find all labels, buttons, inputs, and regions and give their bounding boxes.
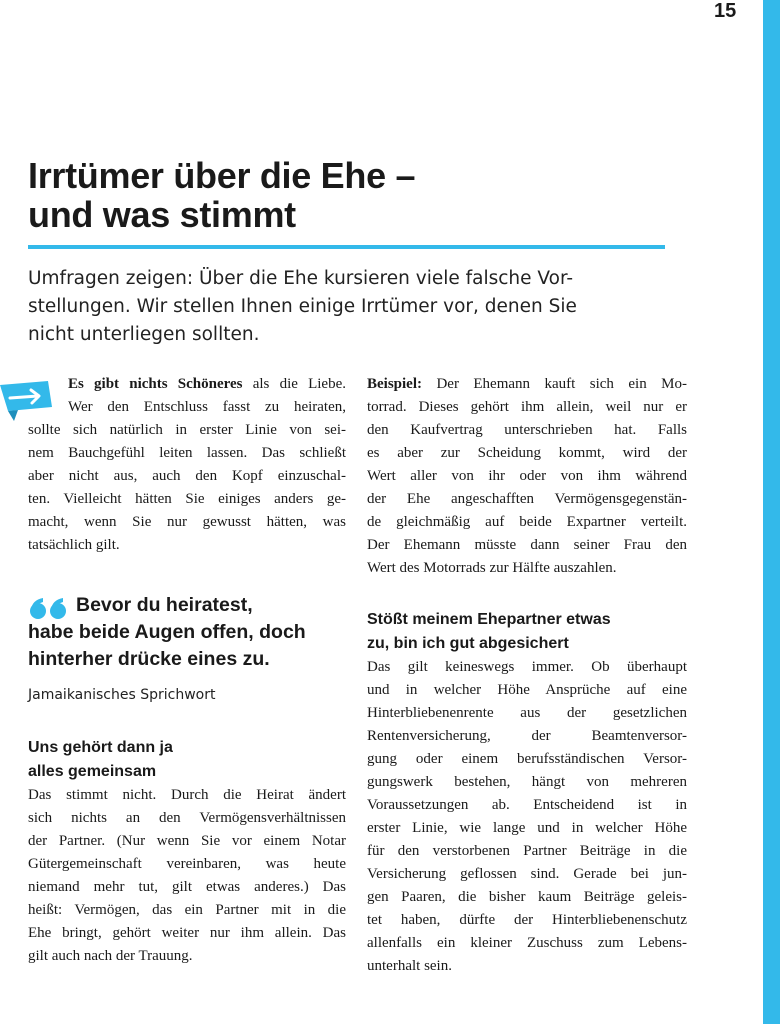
section-heading: Uns gehört dann ja alles gemeinsam xyxy=(28,739,173,780)
section-line: gung oder einem berufsständischen Versor- xyxy=(367,751,687,767)
quote-source: Jamaikanisches Sprichwort xyxy=(28,687,216,703)
quote-line: habe beide Augen offen, doch xyxy=(28,621,306,643)
section-heading: Stößt meinem Ehepartner etwas zu, bin ich gut abgesichert xyxy=(367,611,611,652)
example-line: Beispiel: Der Ehemann kauft sich ein Mo- xyxy=(367,376,687,392)
intro-line: Wer den Entschluss fasst zu heiraten, xyxy=(68,399,346,415)
example-line: den Kaufvertrag unterschrieben hat. Falls xyxy=(367,422,687,438)
arrow-right-icon xyxy=(0,381,56,421)
intro-paragraph xyxy=(28,373,346,557)
section-abgesichert xyxy=(367,608,687,978)
intro-line: sollte sich natürlich in erster Linie von sei- xyxy=(28,422,346,438)
title-line-1: Irrtümer über die Ehe – xyxy=(28,155,416,196)
example-line: torrad. Dieses gehört ihm allein, weil nur er xyxy=(367,399,687,415)
lead-line: nicht unterliegen sollten. xyxy=(28,324,260,345)
section-gemeinsam xyxy=(28,736,346,968)
example-line: Der Ehemann müsste dann seiner Frau den xyxy=(367,537,687,553)
section-line: niemand mehr tut, gilt etwas anderes.) Das xyxy=(28,879,346,895)
section-line: gilt auch nach der Trauung. xyxy=(28,948,193,964)
section-line: der Partner. (Nur wenn Sie vor einem Notar xyxy=(28,833,346,849)
title-rule xyxy=(28,245,665,249)
section-line: Voraussetzungen ab. Entscheidend ist in xyxy=(367,797,687,813)
left-column xyxy=(28,373,346,968)
intro-line: aber nicht aus, auch den Kopf einzuschal- xyxy=(28,468,346,484)
section-line: Hinterbliebenenrente aus der gesetzlichen xyxy=(367,705,687,721)
section-line: heißt: Vermögen, das ein Partner mit in die xyxy=(28,902,346,918)
section-line: Das stimmt nicht. Durch die Heirat ändert xyxy=(28,787,346,803)
example-line: der Ehe angeschafften Vermögensgegenstän- xyxy=(367,491,687,507)
section-line: Versicherung geflossen sind. Gerade bei jun- xyxy=(367,866,687,882)
section-line: Gütergemeinschaft vereinbaren, was heute xyxy=(28,856,346,872)
page-number: 15 xyxy=(714,0,737,22)
quote-text xyxy=(28,592,346,673)
section-line: sich nichts an den Vermögensverhältnissen xyxy=(28,810,346,826)
quotation-mark-icon xyxy=(28,598,72,620)
side-color-bar xyxy=(763,0,780,1024)
intro-bold-lead: Es gibt nichts Schöneres xyxy=(68,376,243,392)
lead-line: Umfragen zeigen: Über die Ehe kursieren viele falsche Vor- xyxy=(28,268,574,289)
example-paragraph xyxy=(367,373,687,580)
section-line: Ehe bringt, gehört weiter nur ihm allein. Das xyxy=(28,925,346,941)
intro-line: Es gibt nichts Schöneres als die Liebe. xyxy=(68,376,346,392)
intro-line: macht, wenn Sie nur gewusst hätten, was xyxy=(28,514,346,530)
section-line: gen Paaren, die bisher kaum Beiträge geleis- xyxy=(367,889,687,905)
title-line-2: und was stimmt xyxy=(28,194,296,235)
intro-line: tatsächlich gilt. xyxy=(28,537,120,553)
quote-line: Bevor du heiratest, xyxy=(76,594,253,616)
section-line: tet haben, dürfte der Hinterbliebenenschutz xyxy=(367,912,687,928)
lead-line: stellungen. Wir stellen Ihnen einige Irrtümer vor, denen Sie xyxy=(28,296,577,317)
page-title xyxy=(28,156,415,234)
section-line: Rentenversicherung, der Beamtenversor- xyxy=(367,728,687,744)
quote-line: hinterher drücke eines zu. xyxy=(28,648,270,670)
example-line: Wert aller von ihr oder von ihm während xyxy=(367,468,687,484)
intro-line: ten. Vielleicht hätten Sie einiges anders ge- xyxy=(28,491,346,507)
section-line: allenfalls ein kleiner Zuschuss zum Lebens- xyxy=(367,935,687,951)
example-line: de gleichmäßig auf beide Expartner verteilt. xyxy=(367,514,687,530)
intro-line: nem Bauchgefühl leiten lassen. Das schließt xyxy=(28,445,346,461)
example-label: Beispiel: xyxy=(367,376,422,392)
section-line: für den verstorbenen Partner Beiträge in die xyxy=(367,843,687,859)
section-line: erster Linie, wie lange und in welcher Höhe xyxy=(367,820,687,836)
example-line: es aber zur Scheidung kommt, wird der xyxy=(367,445,687,461)
section-line: unterhalt sein. xyxy=(367,958,452,974)
example-line: Wert des Motorrads zur Hälfte auszahlen. xyxy=(367,560,617,576)
section-line: und in welcher Höhe Ansprüche auf eine xyxy=(367,682,687,698)
lead-paragraph xyxy=(28,265,668,349)
section-line: gungswerk bestehen, hängt von mehreren xyxy=(367,774,687,790)
section-line: Das gilt keineswegs immer. Ob überhaupt xyxy=(367,659,687,675)
quote-block xyxy=(28,592,346,705)
right-column xyxy=(367,373,687,978)
